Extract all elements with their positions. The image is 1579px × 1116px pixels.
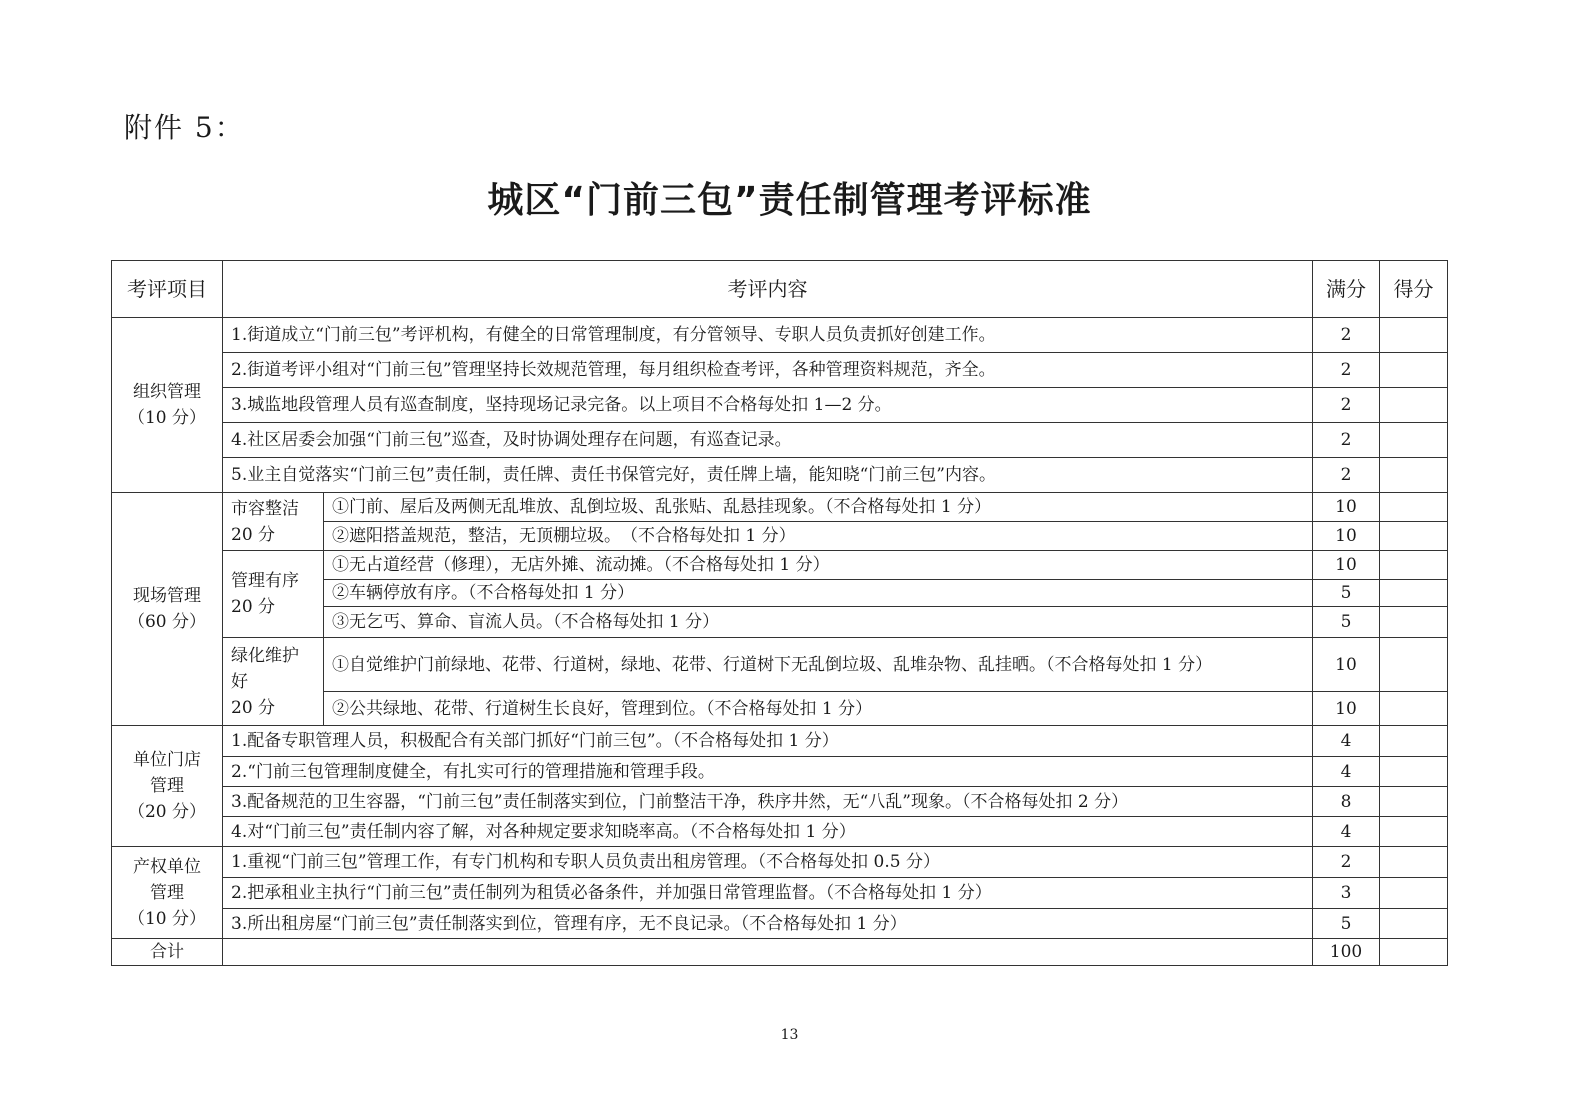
criterion-content: 1.街道成立“门前三包”考评机构，有健全的日常管理制度，有分管领导、专职人员负责抓好创建工作。 bbox=[223, 318, 1313, 353]
header-full-score: 满分 bbox=[1313, 261, 1380, 318]
full-score: 5 bbox=[1313, 607, 1380, 638]
score-cell[interactable] bbox=[1380, 726, 1448, 757]
criterion-content: 3.城监地段管理人员有巡查制度，坚持现场记录完备。以上项目不合格每处扣 1—2 分。 bbox=[223, 388, 1313, 423]
criterion-content: ②车辆停放有序。（不合格每处扣 1 分） bbox=[324, 580, 1313, 607]
score-cell[interactable] bbox=[1380, 607, 1448, 638]
table-row bbox=[112, 847, 1448, 878]
category-site: 现场管理 （60 分） bbox=[112, 493, 223, 726]
table-row bbox=[112, 878, 1448, 909]
full-score: 5 bbox=[1313, 580, 1380, 607]
criterion-content: 2.“门前三包管理制度健全，有扎实可行的管理措施和管理手段。 bbox=[223, 757, 1313, 787]
full-score: 10 bbox=[1313, 522, 1380, 551]
table-row bbox=[112, 817, 1448, 847]
score-cell[interactable] bbox=[1380, 522, 1448, 551]
score-cell[interactable] bbox=[1380, 909, 1448, 939]
full-score: 2 bbox=[1313, 458, 1380, 493]
category-shop: 单位门店 管理 （20 分） bbox=[112, 726, 223, 847]
criterion-content: 4.对“门前三包”责任制内容了解，对各种规定要求知晓率高。（不合格每处扣 1 分） bbox=[223, 817, 1313, 847]
document-title: 城区“门前三包”责任制管理考评标准 bbox=[487, 180, 1092, 221]
attachment-label: 附件 5： bbox=[124, 111, 245, 144]
table-row bbox=[112, 353, 1448, 388]
score-cell[interactable] bbox=[1380, 353, 1448, 388]
page-number: 13 bbox=[780, 1027, 799, 1043]
header-item: 考评项目 bbox=[112, 261, 223, 318]
total-score-cell[interactable] bbox=[1380, 939, 1448, 966]
criterion-content: 2.把承租业主执行“门前三包”责任制列为租赁必备条件，并加强日常管理监督。（不合格每处扣 1 分） bbox=[223, 878, 1313, 909]
score-cell[interactable] bbox=[1380, 878, 1448, 909]
full-score: 2 bbox=[1313, 353, 1380, 388]
table-row bbox=[112, 388, 1448, 423]
evaluation-table bbox=[111, 260, 1448, 966]
full-score: 5 bbox=[1313, 909, 1380, 939]
header-row bbox=[112, 261, 1448, 318]
criterion-content: 4.社区居委会加强“门前三包”巡查，及时协调处理存在问题，有巡查记录。 bbox=[223, 423, 1313, 458]
table-row bbox=[112, 726, 1448, 757]
subcategory-greening: 绿化维护 好 20 分 bbox=[223, 638, 324, 726]
score-cell[interactable] bbox=[1380, 458, 1448, 493]
criterion-content: ②遮阳搭盖规范，整洁，无顶棚垃圾。 （不合格每处扣 1 分） bbox=[324, 522, 1313, 551]
criterion-content: 3.所出租房屋“门前三包”责任制落实到位，管理有序，无不良记录。（不合格每处扣 1 分） bbox=[223, 909, 1313, 939]
table-row bbox=[112, 423, 1448, 458]
score-cell[interactable] bbox=[1380, 692, 1448, 726]
table-row bbox=[112, 909, 1448, 939]
full-score: 8 bbox=[1313, 787, 1380, 817]
full-score: 2 bbox=[1313, 423, 1380, 458]
score-cell[interactable] bbox=[1380, 493, 1448, 522]
score-cell[interactable] bbox=[1380, 318, 1448, 353]
score-cell[interactable] bbox=[1380, 638, 1448, 692]
score-cell[interactable] bbox=[1380, 757, 1448, 787]
score-cell[interactable] bbox=[1380, 388, 1448, 423]
full-score: 10 bbox=[1313, 638, 1380, 692]
score-cell[interactable] bbox=[1380, 817, 1448, 847]
full-score: 4 bbox=[1313, 817, 1380, 847]
score-cell[interactable] bbox=[1380, 580, 1448, 607]
total-row bbox=[112, 939, 1448, 966]
full-score: 4 bbox=[1313, 757, 1380, 787]
criterion-content: 5.业主自觉落实“门前三包”责任制，责任牌、责任书保管完好，责任牌上墙，能知晓“门前三包”内容。 bbox=[223, 458, 1313, 493]
full-score: 4 bbox=[1313, 726, 1380, 757]
score-cell[interactable] bbox=[1380, 423, 1448, 458]
score-cell[interactable] bbox=[1380, 847, 1448, 878]
total-label: 合计 bbox=[112, 939, 223, 966]
criterion-content: ②公共绿地、花带、行道树生长良好，管理到位。（不合格每处扣 1 分） bbox=[324, 692, 1313, 726]
header-content: 考评内容 bbox=[223, 261, 1313, 318]
full-score: 10 bbox=[1313, 493, 1380, 522]
subcategory-order: 管理有序 20 分 bbox=[223, 551, 324, 638]
full-score: 10 bbox=[1313, 551, 1380, 580]
full-score: 2 bbox=[1313, 388, 1380, 423]
full-score: 3 bbox=[1313, 878, 1380, 909]
criterion-content: ①无占道经营（修理），无店外摊、流动摊。（不合格每处扣 1 分） bbox=[324, 551, 1313, 580]
criterion-content: ①自觉维护门前绿地、花带、行道树，绿地、花带、行道树下无乱倒垃圾、乱堆杂物、乱挂晒。（不合格每处扣 1 分） bbox=[324, 638, 1313, 692]
criterion-content: 1.重视“门前三包”管理工作，有专门机构和专职人员负责出租房管理。（不合格每处扣 0.5 分） bbox=[223, 847, 1313, 878]
full-score: 10 bbox=[1313, 692, 1380, 726]
table-row bbox=[112, 458, 1448, 493]
score-cell[interactable] bbox=[1380, 787, 1448, 817]
table-row bbox=[112, 318, 1448, 353]
criterion-content: 2.街道考评小组对“门前三包”管理坚持长效规范管理，每月组织检查考评，各种管理资料规范，齐全。 bbox=[223, 353, 1313, 388]
full-score: 2 bbox=[1313, 318, 1380, 353]
table-row bbox=[112, 493, 1448, 522]
table-row bbox=[112, 638, 1448, 692]
criterion-content: 3.配备规范的卫生容器，“门前三包”责任制落实到位，门前整洁干净，秩序井然，无“八乱”现象。（不合格每处扣 2 分） bbox=[223, 787, 1313, 817]
table-row bbox=[112, 757, 1448, 787]
criterion-content: ①门前、屋后及两侧无乱堆放、乱倒垃圾、乱张贴、乱悬挂现象。（不合格每处扣 1 分） bbox=[324, 493, 1313, 522]
category-property: 产权单位 管理 （10 分） bbox=[112, 847, 223, 939]
subcategory-cleanliness: 市容整洁 20 分 bbox=[223, 493, 324, 551]
table-row bbox=[112, 551, 1448, 580]
criterion-content: ③无乞丐、算命、盲流人员。（不合格每处扣 1 分） bbox=[324, 607, 1313, 638]
total-content bbox=[223, 939, 1313, 966]
criterion-content: 1.配备专职管理人员，积极配合有关部门抓好“门前三包”。（不合格每处扣 1 分） bbox=[223, 726, 1313, 757]
score-cell[interactable] bbox=[1380, 551, 1448, 580]
table-row bbox=[112, 787, 1448, 817]
header-score: 得分 bbox=[1380, 261, 1448, 318]
full-score: 2 bbox=[1313, 847, 1380, 878]
category-org: 组织管理 （10 分） bbox=[112, 318, 223, 493]
total-full-score: 100 bbox=[1313, 939, 1380, 966]
